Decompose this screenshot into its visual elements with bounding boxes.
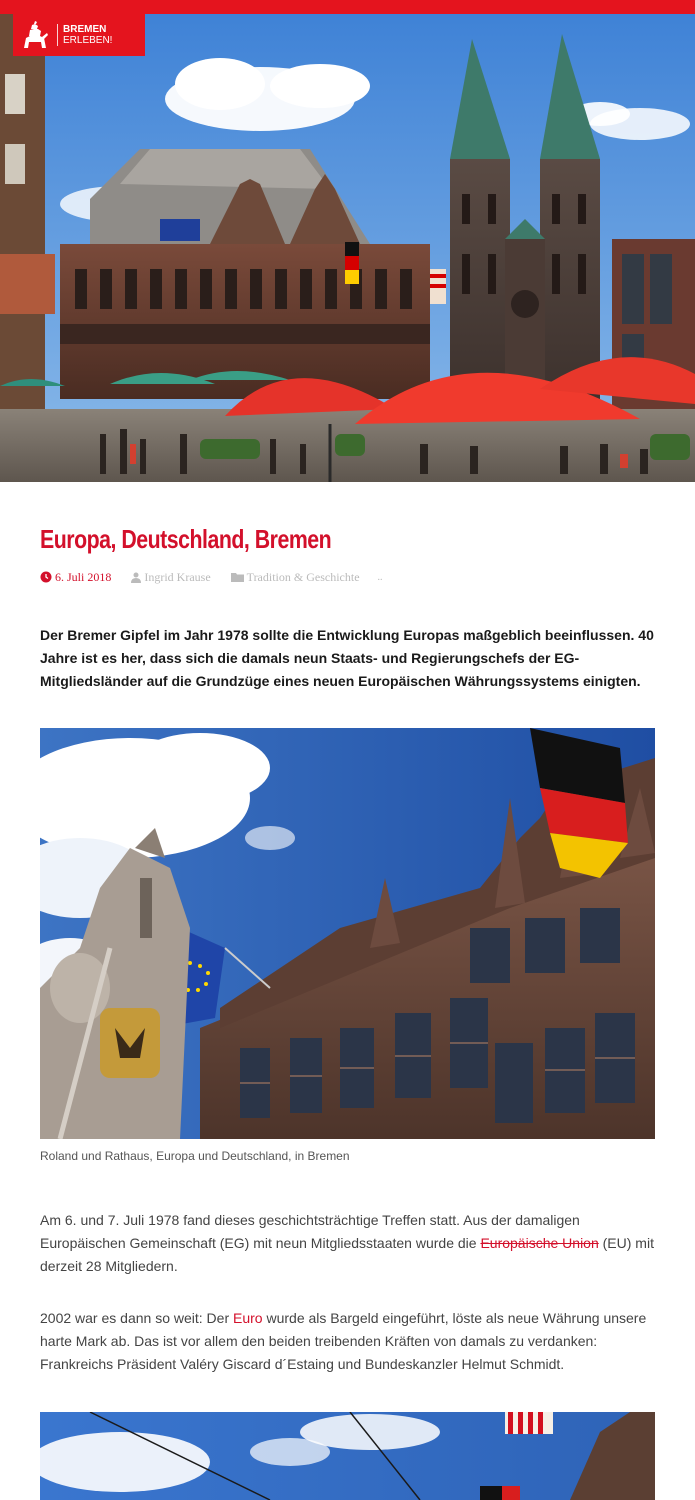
euro-link[interactable]: Euro [233, 1310, 263, 1326]
user-icon [131, 572, 141, 583]
article-title: Europa, Deutschland, Bremen [40, 524, 332, 554]
hero-image [0, 14, 695, 482]
town-musicians-icon [13, 14, 57, 56]
logo-line-1: BREMEN [63, 24, 107, 35]
article-paragraph-2 [40, 1307, 660, 1376]
eu-link[interactable]: Europäische Union [480, 1235, 599, 1251]
paragraph-1-text-after: (EU) mit derzeit 28 Mitgliedern. [40, 1235, 654, 1274]
top-bar [0, 0, 695, 14]
logo-line-2: ERLEBEN! [63, 35, 113, 46]
folder-icon [231, 572, 244, 582]
clock-icon [40, 571, 52, 583]
post-author-text: Ingrid Krause [144, 569, 211, 584]
paragraph-1-text-before: Am 6. und 7. Juli 1978 fand dieses geschichtsträchtige Treffen statt. Aus der damaligen Europäischen Gemeinschaft (EG) mit neun Mitgliedsstaaten wurde die [40, 1212, 580, 1251]
logo-text [57, 24, 112, 46]
article-meta [40, 569, 383, 585]
image-caption: Roland und Rathaus, Europa und Deutschland, in Bremen [40, 1149, 350, 1163]
meta-more: .. [377, 571, 383, 583]
post-date-text: 6. Juli 2018 [55, 569, 112, 584]
article-image[interactable] [40, 728, 655, 1139]
article-paragraph-1 [40, 1209, 660, 1278]
paragraph-2-text-before: 2002 war es dann so weit: Der [40, 1310, 233, 1326]
article-lead: Der Bremer Gipfel im Jahr 1978 sollte die Entwicklung Europas maßgeblich beeinflussen. 40 Jahre ist es her, dass sich die damals neun Staats- und Regierungschefs der EG-Mitgliedsländer auf die Grundzüge eines neuen Europäischen Währungssystems einigten. [40, 627, 654, 689]
site-logo[interactable] [13, 14, 145, 56]
post-date[interactable] [40, 570, 111, 585]
paragraph-2-text-after: wurde als Bargeld eingeführt, löste als neue Währung unsere harte Mark ab. Das ist vor allem den beiden treibenden Kräften von damals zu verdanken: Frankreichs Präsident Valéry Giscard d´Estaing und Bundeskanzler Helmut Schmidt. [40, 1310, 647, 1372]
post-author[interactable] [131, 570, 210, 585]
article-image-2[interactable] [40, 1412, 655, 1500]
post-category-text: Tradition & Geschichte [246, 569, 360, 584]
post-category[interactable] [231, 570, 360, 585]
